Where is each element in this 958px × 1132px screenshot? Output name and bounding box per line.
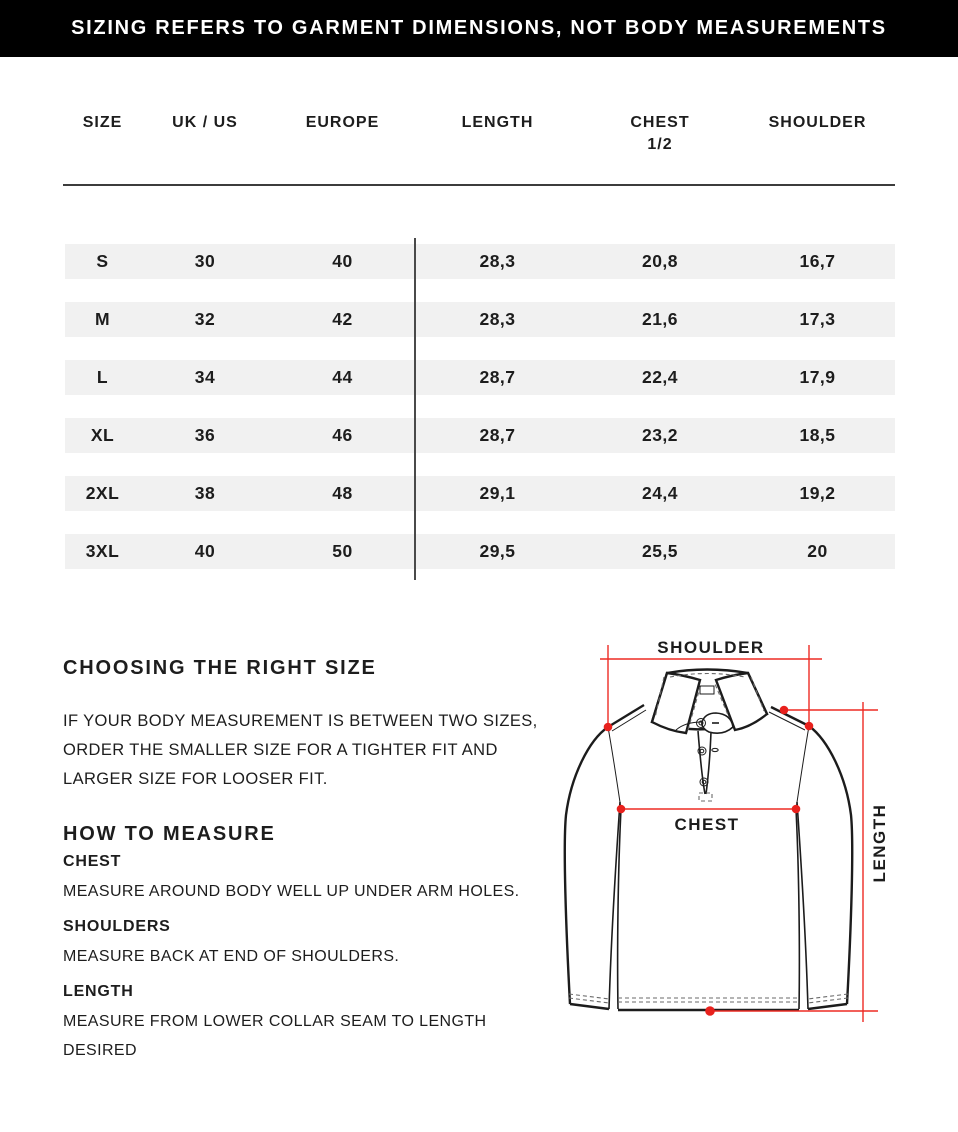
cell-europe: 46 (332, 425, 353, 445)
cell-uk-us: 36 (194, 425, 216, 445)
cell-europe: 44 (332, 367, 353, 387)
paragraph-line: ORDER THE SMALLER SIZE FOR A TIGHTER FIT AND (63, 740, 498, 759)
measure-text-line: MEASURE AROUND BODY WELL UP UNDER ARM HOLES. (63, 883, 520, 900)
measure-length-label: LENGTH (63, 983, 134, 1000)
measure-text-line: MEASURE FROM LOWER COLLAR SEAM TO LENGTH (63, 1013, 487, 1030)
left-sleeve-outline (565, 727, 608, 1004)
banner (0, 0, 958, 57)
right-shoulder-point (805, 722, 814, 731)
measure-shoulders-text (63, 942, 399, 971)
length-diagram-label: LENGTH (870, 803, 889, 883)
chest-right-point (792, 805, 801, 814)
cell-europe: 48 (332, 483, 353, 503)
column-header-uk-us: UK / US (172, 114, 238, 131)
cell-chest-half: 20,8 (641, 251, 679, 271)
cell-shoulder: 18,5 (799, 425, 836, 445)
table-row (65, 302, 895, 337)
left-shoulder-point (604, 723, 613, 732)
hem-stitch-line (618, 998, 799, 1002)
table-row (65, 360, 895, 395)
table-row (65, 418, 895, 453)
cell-uk-us: 30 (194, 251, 216, 271)
banner-text: SIZING REFERS TO GARMENT DIMENSIONS, NOT BODY MEASUREMENTS (71, 17, 887, 39)
table-header (65, 112, 895, 156)
cell-length: 28,3 (479, 309, 516, 329)
collar-seam-point (780, 706, 789, 715)
cell-length: 28,7 (479, 425, 516, 445)
cell-uk-us: 38 (194, 483, 216, 503)
polo-shirt-measurement-diagram (555, 630, 955, 1050)
measure-chest-text (63, 877, 520, 906)
column-header-europe: EUROPE (305, 114, 380, 131)
cell-shoulder: 17,9 (799, 367, 836, 387)
right-armhole-seam (796, 726, 809, 809)
cell-uk-us: 34 (194, 367, 216, 387)
cell-chest-half: 24,4 (641, 483, 679, 503)
cell-uk-us: 40 (194, 541, 216, 561)
cell-chest-half: 21,6 (641, 309, 679, 329)
cell-shoulder: 17,3 (799, 309, 836, 329)
shoulder-diagram-label: SHOULDER (657, 638, 765, 657)
placket-bottom-stitch (699, 793, 712, 801)
column-header-chest: CHEST 1/2 (580, 112, 740, 156)
table-row (65, 534, 895, 569)
left-cuff-stitch-line (569, 994, 609, 1003)
cell-size: L (96, 367, 109, 387)
cell-shoulder: 16,7 (799, 251, 836, 271)
measure-length-text (63, 1007, 486, 1065)
right-cuff-stitch-line (808, 994, 848, 1003)
left-cuff-edge (570, 1004, 609, 1009)
column-header-shoulder: SHOULDER (768, 114, 867, 131)
table-row (65, 476, 895, 511)
table-row (65, 244, 895, 279)
hem-point (705, 1006, 715, 1016)
choosing-size-paragraph (63, 707, 538, 794)
table-vertical-divider (414, 238, 416, 580)
cell-europe: 40 (332, 251, 353, 271)
cell-uk-us: 32 (194, 309, 216, 329)
measure-chest-label: CHEST (63, 853, 122, 870)
how-to-measure-title: HOW TO MEASURE (63, 822, 276, 845)
cell-length: 29,5 (479, 541, 516, 561)
choosing-size-title: CHOOSING THE RIGHT SIZE (63, 656, 377, 679)
cell-shoulder: 19,2 (799, 483, 836, 503)
left-shoulder-seam (608, 705, 644, 727)
column-header-length: LENGTH (461, 114, 534, 131)
cell-chest-half: 25,5 (641, 541, 679, 561)
buttonhole-middle (712, 748, 718, 751)
paragraph-line: IF YOUR BODY MEASUREMENT IS BETWEEN TWO SIZES, (63, 711, 538, 730)
column-header-size: SIZE (82, 114, 123, 131)
measure-text-line: MEASURE BACK AT END OF SHOULDERS. (63, 948, 400, 965)
header-underline (63, 184, 895, 186)
cell-europe: 50 (332, 541, 353, 561)
left-armhole-seam (608, 727, 621, 809)
cell-length: 28,7 (479, 367, 516, 387)
cell-europe: 42 (332, 309, 353, 329)
column-header-chest-sub: 1/2 (647, 136, 673, 153)
right-sleeve-outline (809, 726, 852, 1004)
measure-text-line: DESIRED (63, 1042, 137, 1059)
chest-diagram-label: CHEST (674, 815, 740, 834)
cell-length: 29,1 (479, 483, 516, 503)
cell-shoulder: 20 (807, 541, 828, 561)
cell-size: 3XL (85, 541, 120, 561)
chest-left-point (617, 805, 626, 814)
cell-size: 2XL (85, 483, 120, 503)
cell-size: M (94, 309, 111, 329)
paragraph-line: LARGER SIZE FOR LOOSER FIT. (63, 769, 328, 788)
cell-chest-half: 23,2 (641, 425, 679, 445)
cell-length: 28,3 (479, 251, 516, 271)
cell-size: XL (90, 425, 115, 445)
cell-chest-half: 22,4 (641, 367, 679, 387)
cell-size: S (96, 251, 109, 271)
measure-shoulders-label: SHOULDERS (63, 918, 171, 935)
right-cuff-edge (808, 1004, 847, 1009)
